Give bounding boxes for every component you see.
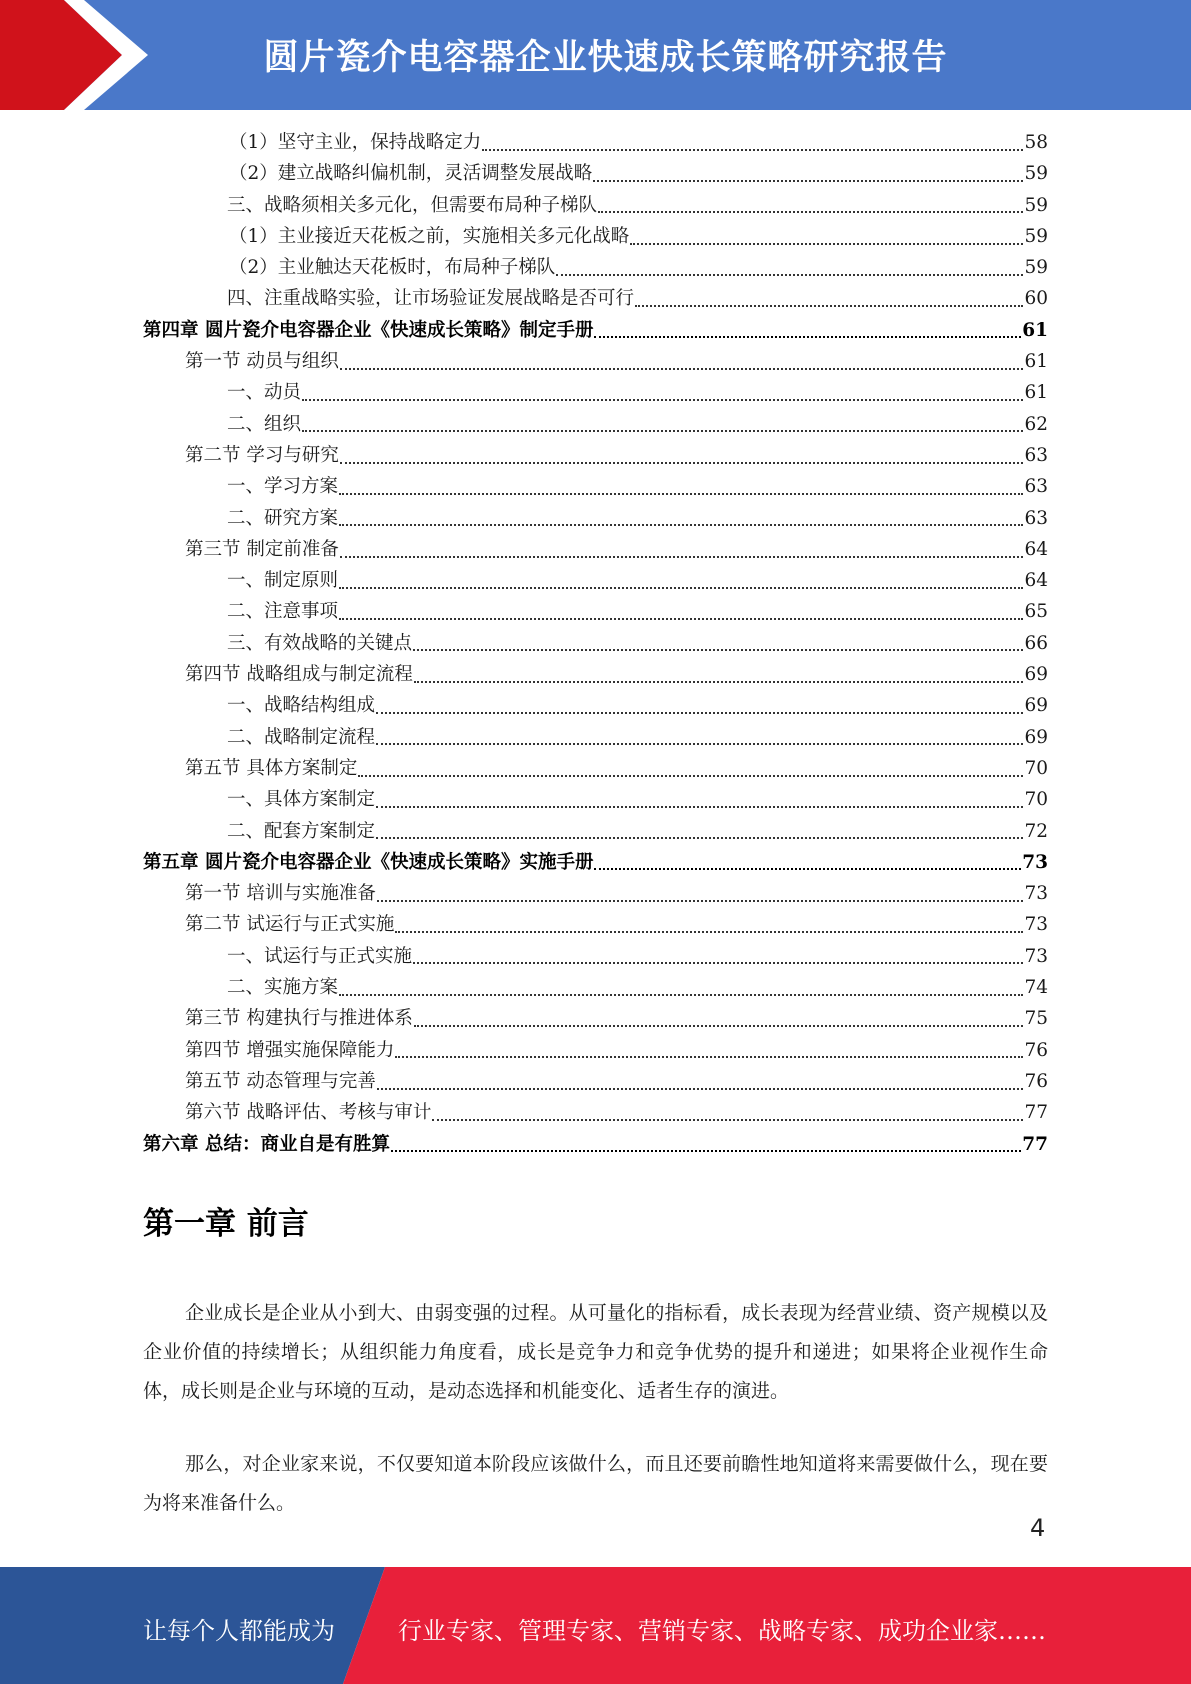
toc-entry-page: 62 (1024, 413, 1048, 435)
toc-entry-page: 59 (1024, 163, 1048, 185)
toc-leader-dots (630, 243, 1023, 245)
toc-leader-dots (340, 556, 1024, 558)
toc-entry-label: 二、配套方案制定 (227, 820, 376, 842)
table-of-contents (143, 127, 1048, 1160)
toc-entry-label: 一、试运行与正式实施 (227, 945, 413, 967)
toc-leader-dots (377, 1088, 1024, 1090)
toc-entry[interactable] (143, 1097, 1048, 1128)
toc-leader-dots (556, 274, 1023, 276)
toc-entry-page: 61 (1022, 319, 1048, 341)
toc-entry[interactable] (143, 1003, 1048, 1034)
toc-entry-label: 第二节 试运行与正式实施 (185, 914, 395, 936)
toc-leader-dots (302, 430, 1023, 432)
toc-entry-label: （2）建立战略纠偏机制，灵活调整发展战略 (229, 163, 593, 185)
toc-entry[interactable] (143, 565, 1048, 596)
toc-entry[interactable] (143, 878, 1048, 909)
toc-leader-dots (594, 336, 1021, 338)
toc-leader-dots (340, 462, 1024, 464)
toc-entry[interactable] (143, 816, 1048, 847)
toc-entry-label: 第三节 制定前准备 (185, 538, 339, 560)
toc-leader-dots (598, 211, 1023, 213)
toc-entry-label: 第三节 构建执行与推进体系 (185, 1008, 413, 1030)
toc-entry-label: 第六章 总结：商业自是有胜算 (143, 1133, 390, 1155)
toc-leader-dots (395, 1056, 1023, 1058)
chapter-heading: 第一章 前言 (143, 1206, 309, 1242)
toc-entry[interactable] (143, 409, 1048, 440)
toc-entry[interactable] (143, 471, 1048, 502)
toc-entry[interactable] (143, 127, 1048, 158)
toc-entry[interactable] (143, 596, 1048, 627)
toc-entry-label: 第一节 动员与组织 (185, 351, 339, 373)
toc-leader-dots (339, 994, 1023, 996)
toc-entry-page: 69 (1024, 664, 1048, 686)
toc-entry-page: 76 (1024, 1039, 1048, 1061)
toc-entry-page: 69 (1024, 695, 1048, 717)
toc-entry-label: 第四节 增强实施保障能力 (185, 1039, 395, 1061)
toc-entry-label: 第六节 战略评估、考核与审计 (185, 1102, 432, 1124)
toc-entry[interactable] (143, 909, 1048, 940)
toc-leader-dots (376, 712, 1023, 714)
toc-entry-label: 第五章 圆片瓷介电容器企业《快速成长策略》实施手册 (143, 851, 594, 873)
footer-slogan-left: 让每个人都能成为 (143, 1617, 335, 1645)
toc-entry-label: 第二节 学习与研究 (185, 444, 339, 466)
report-title: 圆片瓷介电容器企业快速成长策略研究报告 (263, 38, 948, 78)
toc-entry[interactable] (143, 158, 1048, 189)
toc-entry[interactable] (143, 221, 1048, 252)
toc-leader-dots (339, 524, 1023, 526)
toc-entry-label: 第五节 具体方案制定 (185, 757, 358, 779)
toc-entry-label: 第四章 圆片瓷介电容器企业《快速成长策略》制定手册 (143, 319, 594, 341)
toc-leader-dots (339, 493, 1023, 495)
toc-entry-label: 二、注意事项 (227, 601, 339, 623)
toc-leader-dots (414, 1025, 1024, 1027)
toc-entry-page: 73 (1024, 945, 1048, 967)
toc-entry[interactable] (143, 190, 1048, 221)
toc-entry[interactable] (143, 1066, 1048, 1097)
toc-entry-label: 一、动员 (227, 382, 302, 404)
toc-entry-page: 74 (1024, 977, 1048, 999)
toc-leader-dots (414, 681, 1024, 683)
toc-entry-label: （1）主业接近天花板之前，实施相关多元化战略 (229, 225, 630, 247)
toc-entry[interactable] (143, 690, 1048, 721)
toc-entry[interactable] (143, 534, 1048, 565)
toc-entry-page: 77 (1024, 1102, 1048, 1124)
toc-leader-dots (594, 868, 1021, 870)
toc-leader-dots (377, 900, 1024, 902)
toc-entry-page: 59 (1024, 194, 1048, 216)
toc-entry-label: 一、战略结构组成 (227, 695, 376, 717)
toc-leader-dots (482, 149, 1023, 151)
toc-entry-page: 60 (1024, 288, 1048, 310)
toc-entry-page: 58 (1024, 132, 1048, 153)
toc-entry-label: （1）坚守主业，保持战略定力 (229, 132, 482, 153)
toc-entry-label: 第五节 动态管理与完善 (185, 1070, 376, 1092)
toc-leader-dots (413, 649, 1023, 651)
toc-entry[interactable] (143, 722, 1048, 753)
toc-entry-page: 63 (1024, 476, 1048, 498)
toc-entry[interactable] (143, 315, 1048, 346)
toc-entry[interactable] (143, 440, 1048, 471)
toc-entry-page: 72 (1024, 820, 1048, 842)
toc-entry-page: 65 (1024, 601, 1048, 623)
toc-entry[interactable] (143, 377, 1048, 408)
toc-entry[interactable] (143, 659, 1048, 690)
toc-entry-label: 三、有效战略的关键点 (227, 632, 413, 654)
toc-leader-dots (635, 305, 1023, 307)
toc-entry-label: （2）主业触达天花板时，布局种子梯队 (229, 257, 556, 279)
toc-entry-page: 76 (1024, 1070, 1048, 1092)
toc-entry-label: 二、组织 (227, 413, 302, 435)
toc-entry-page: 75 (1024, 1008, 1048, 1030)
toc-entry[interactable] (143, 503, 1048, 534)
footer-banner (0, 1567, 1191, 1684)
toc-leader-dots (376, 743, 1023, 745)
toc-entry[interactable] (143, 972, 1048, 1003)
toc-entry[interactable] (143, 283, 1048, 314)
toc-entry-page: 64 (1024, 570, 1048, 592)
page-number: 4 (1030, 1514, 1046, 1542)
toc-entry[interactable] (143, 628, 1048, 659)
toc-entry-label: 二、研究方案 (227, 507, 339, 529)
toc-entry-page: 61 (1024, 382, 1048, 404)
toc-entry-page: 61 (1024, 351, 1048, 373)
toc-entry-page: 63 (1024, 444, 1048, 466)
toc-entry[interactable] (143, 941, 1048, 972)
toc-leader-dots (376, 837, 1023, 839)
toc-leader-dots (302, 399, 1023, 401)
toc-entry-page: 59 (1024, 225, 1048, 247)
toc-entry-page: 70 (1024, 789, 1048, 811)
toc-leader-dots (358, 775, 1023, 777)
toc-leader-dots (413, 962, 1023, 964)
toc-entry-page: 64 (1024, 538, 1048, 560)
toc-entry[interactable] (143, 847, 1048, 878)
toc-entry[interactable] (143, 784, 1048, 815)
toc-entry-page: 73 (1024, 914, 1048, 936)
toc-entry-page: 63 (1024, 507, 1048, 529)
toc-entry-label: 第一节 培训与实施准备 (185, 883, 376, 905)
body-paragraph: 那么，对企业家来说，不仅要知道本阶段应该做什么，而且还要前瞻性地知道将来需要做什么，现在要为将来准备什么。 (143, 1453, 1048, 1514)
toc-leader-dots (339, 587, 1023, 589)
toc-leader-dots (593, 180, 1023, 182)
toc-leader-dots (376, 806, 1023, 808)
toc-entry-page: 59 (1024, 257, 1048, 279)
toc-entry-page: 69 (1024, 726, 1048, 748)
toc-leader-dots (391, 1150, 1021, 1152)
toc-entry[interactable] (143, 346, 1048, 377)
toc-leader-dots (432, 1119, 1023, 1121)
toc-entry-label: 三、战略须相关多元化，但需要布局种子梯队 (227, 194, 598, 216)
toc-entry[interactable] (143, 1035, 1048, 1066)
toc-entry-page: 77 (1022, 1133, 1048, 1155)
toc-entry-label: 四、注重战略实验，让市场验证发展战略是否可行 (227, 288, 635, 310)
toc-entry[interactable] (143, 753, 1048, 784)
toc-entry-label: 一、制定原则 (227, 570, 339, 592)
toc-leader-dots (340, 368, 1024, 370)
toc-entry-label: 第四节 战略组成与制定流程 (185, 664, 413, 686)
toc-entry-label: 二、战略制定流程 (227, 726, 376, 748)
header-banner (0, 0, 1191, 110)
toc-leader-dots (339, 618, 1023, 620)
toc-entry-page: 73 (1022, 851, 1048, 873)
toc-entry-label: 二、实施方案 (227, 977, 339, 999)
toc-entry-page: 73 (1024, 883, 1048, 905)
toc-entry-label: 一、具体方案制定 (227, 789, 376, 811)
toc-entry-page: 70 (1024, 757, 1048, 779)
toc-entry-label: 一、学习方案 (227, 476, 339, 498)
toc-entry[interactable] (143, 1129, 1048, 1160)
body-paragraph: 企业成长是企业从小到大、由弱变强的过程。从可量化的指标看，成长表现为经营业绩、资产规模以及企业价值的持续增长；从组织能力角度看，成长是竞争力和竞争优势的提升和递进；如果将企业视作生命体，成长则是企业与环境的互动，是动态选择和机能变化、适者生存的演进。 (143, 1302, 1048, 1402)
footer-slogan-right: 行业专家、管理专家、营销专家、战略专家、成功企业家…… (398, 1617, 1046, 1645)
toc-entry-page: 66 (1024, 632, 1048, 654)
toc-entry[interactable] (143, 252, 1048, 283)
toc-leader-dots (395, 931, 1023, 933)
